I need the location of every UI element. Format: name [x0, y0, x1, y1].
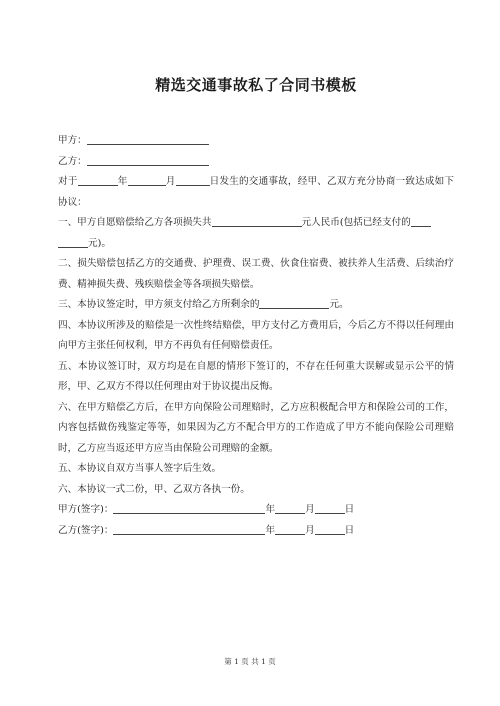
party-b-sign-month: 月: [305, 524, 315, 536]
clause-1-paid-blank-b: [58, 235, 88, 248]
party-b-sign-year: 年: [265, 524, 276, 536]
clause-3-prefix: 三、本协议签定时，甲方须支付给乙方所剩余的: [58, 299, 260, 310]
intro-month: 月: [165, 176, 176, 187]
party-a-sign-month-blank: [315, 501, 345, 514]
intro-paragraph: [58, 172, 454, 213]
party-b-sign-month-blank: [315, 522, 345, 535]
clause-7: 五、本协议自双方当事人签字后生效。: [58, 463, 222, 474]
party-a-sign-year: 年: [265, 504, 276, 515]
clause-1-suffix: 元)。: [88, 237, 111, 249]
clause-1-paid-blank-a: [411, 214, 431, 227]
party-b-sign-day: 日: [344, 524, 355, 536]
intro-year-blank: [78, 173, 118, 186]
intro-prefix: 对于: [58, 176, 78, 187]
clause-1-amount-blank: [212, 214, 302, 227]
party-b-signature-label: 乙方(签字)：: [58, 524, 114, 536]
party-b-signature-blank: [113, 522, 265, 535]
page-footer: 第 1 页 共 1 页: [224, 657, 276, 666]
intro-text: 日发生的交通事故，经甲、乙双方充分协商一致达成如下协议：: [58, 176, 455, 208]
party-a-blank: [87, 132, 209, 145]
party-a-label: 甲方：: [58, 135, 87, 146]
party-b-sign-year-blank: [275, 522, 305, 535]
clause-3-blank: [259, 296, 329, 309]
clause-2: 二、损失赔偿包括乙方的交通费、护理费、误工费、伙食住宿费、被扶养人生活费、后续治疗费、精神损失费、残疾赔偿金等各项损失赔偿。: [58, 258, 454, 290]
intro-day-blank: [176, 173, 210, 186]
party-b-line: [58, 152, 454, 173]
party-a-line: [58, 131, 454, 152]
clause-1: [58, 213, 454, 254]
clause-4: 四、本协议所涉及的赔偿是一次性终结赔偿，甲方支付乙方费用后，今后乙方不得以任何理由向甲方主张任何权利，甲方不再负有任何赔偿责任。: [58, 319, 454, 351]
clause-1-middle: 元人民币(包括已经支付的: [301, 217, 411, 228]
clause-5: 五、本协议签订时，双方均是在自愿的情形下签订的，不存在任何重大误解或显示公平的情形，甲、乙双方不得以任何理由对于协议提出反悔。: [58, 360, 454, 392]
intro-month-blank: [128, 173, 166, 186]
clause-3: [58, 295, 454, 316]
party-a-sign-day: 日: [344, 504, 355, 515]
party-a-sign-year-blank: [275, 501, 305, 514]
party-b-signature-row: [58, 521, 454, 542]
intro-year: 年: [117, 176, 128, 187]
clause-8: 六、本协议一式二份，甲、乙双方各执一份。: [58, 483, 250, 495]
clause-1-prefix: 一、甲方自愿赔偿给乙方各项损失共: [58, 217, 212, 228]
party-a-signature-blank: [113, 501, 265, 514]
document-title: 精选交通事故私了合同书模板: [155, 76, 357, 94]
party-a-sign-month: 月: [305, 504, 315, 515]
party-a-signature-label: 甲方(签字)：: [58, 504, 114, 515]
clause-3-suffix: 元。: [329, 299, 349, 310]
clause-6: 六、在甲方赔偿乙方后，在甲方向保险公司理赔时，乙方应积极配合甲方和保险公司的工作，内容包括做伤残鉴定等等，如果因为乙方不配合甲方的工作造成了甲方不能向保险公司理赔时，乙方应当返还甲方应当由保险公司理赔的金额。: [58, 401, 454, 454]
party-a-signature-row: [58, 500, 454, 521]
party-b-blank: [87, 153, 209, 166]
party-b-label: 乙方：: [58, 155, 87, 167]
